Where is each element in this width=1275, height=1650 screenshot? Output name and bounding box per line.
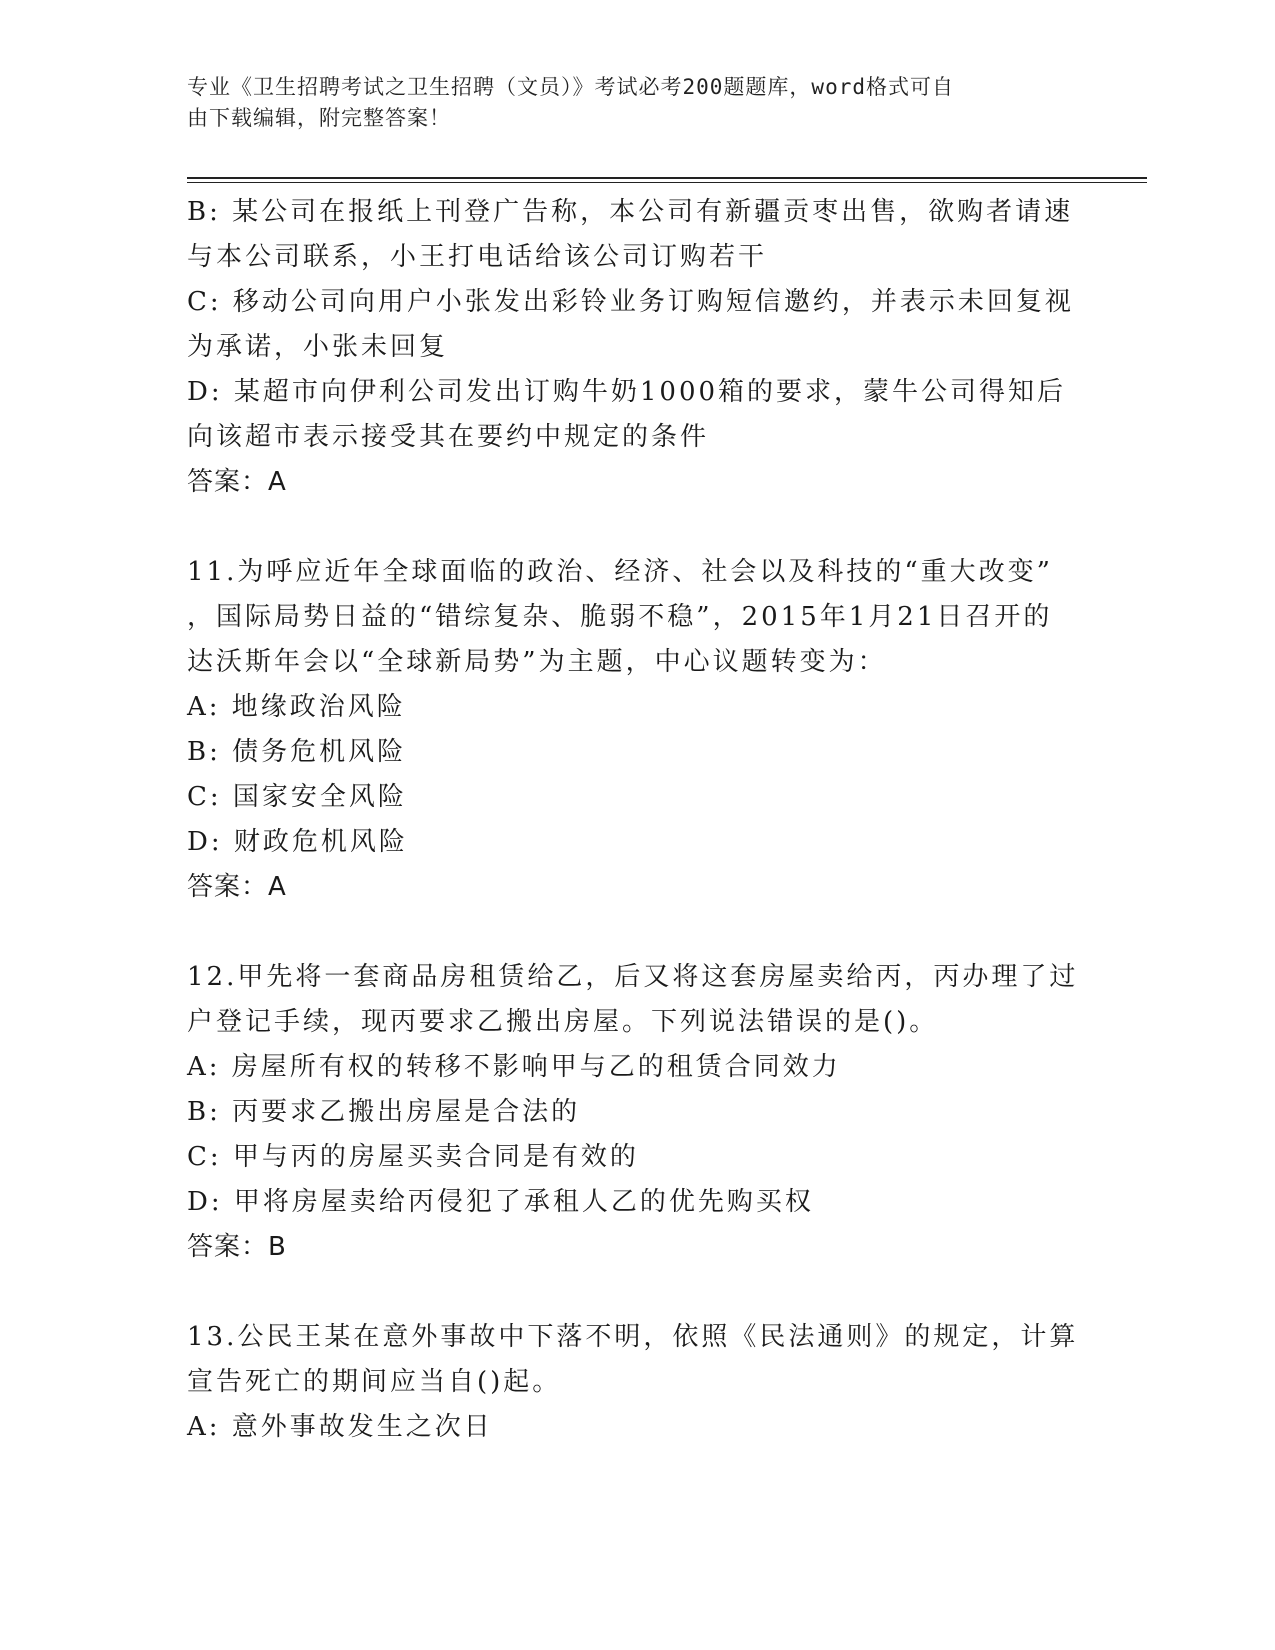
document-header [187,72,1087,134]
question-12 [187,955,1087,1270]
header-line-2: 由下载编辑，附完整答案！ [187,106,451,130]
option-a: A: 意外事故发生之次日 [187,1412,493,1442]
answer-label: 答案：B [187,1232,287,1262]
header-divider-thin [187,182,1147,183]
option-a: A: 房屋所有权的转移不影响甲与乙的租赁合同效力 [187,1052,841,1082]
question-stem-line-1: 12.甲先将一套商品房租赁给乙，后又将这套房屋卖给丙，丙办理了过 [187,962,1079,992]
option-b: B: 债务危机风险 [187,737,407,767]
option-c: C: 国家安全风险 [187,782,407,812]
option-d-line-1: D: 某超市向伊利公司发出订购牛奶1000箱的要求，蒙牛公司得知后 [187,377,1067,407]
option-c-line-2: 为承诺，小张未回复 [187,332,449,362]
answer-label: 答案：A [187,872,287,902]
question-stem-line-3: 达沃斯年会以“全球新局势”为主题，中心议题转变为： [187,647,887,677]
option-b: B: 丙要求乙搬出房屋是合法的 [187,1097,581,1127]
option-c-line-1: C: 移动公司向用户小张发出彩铃业务订购短信邀约，并表示未回复视 [187,287,1074,317]
question-11 [187,550,1087,910]
option-c: C: 甲与丙的房屋买卖合同是有效的 [187,1142,639,1172]
option-b-line-2: 与本公司联系，小王打电话给该公司订购若干 [187,242,768,272]
option-b-line-1: B: 某公司在报纸上刊登广告称，本公司有新疆贡枣出售，欲购者请速 [187,197,1074,227]
question-stem-line-2: 宣告死亡的期间应当自()起。 [187,1367,562,1397]
spacer [187,1270,1087,1315]
question-stem-line-2: ，国际局势日益的“错综复杂、脆弱不稳”，2015年1月21日召开的 [187,602,1053,632]
question-content [187,190,1087,1450]
option-d-line-2: 向该超市表示接受其在要约中规定的条件 [187,422,710,452]
question-10 [187,190,1087,505]
answer-label: 答案：A [187,467,287,497]
question-13 [187,1315,1087,1450]
question-stem-line-2: 户登记手续，现丙要求乙搬出房屋。下列说法错误的是()。 [187,1007,939,1037]
option-d: D: 财政危机风险 [187,827,408,857]
header-divider-thick [187,177,1147,179]
question-stem-line-1: 11.为呼应近年全球面临的政治、经济、社会以及科技的“重大改变” [187,557,1053,587]
spacer [187,910,1087,955]
option-d: D: 甲将房屋卖给丙侵犯了承租人乙的优先购买权 [187,1187,814,1217]
spacer [187,505,1087,550]
question-stem-line-1: 13.公民王某在意外事故中下落不明，依照《民法通则》的规定，计算 [187,1322,1079,1352]
option-a: A: 地缘政治风险 [187,692,406,722]
header-line-1: 专业《卫生招聘考试之卫生招聘（文员）》考试必考200题题库，word格式可自 [187,75,954,99]
